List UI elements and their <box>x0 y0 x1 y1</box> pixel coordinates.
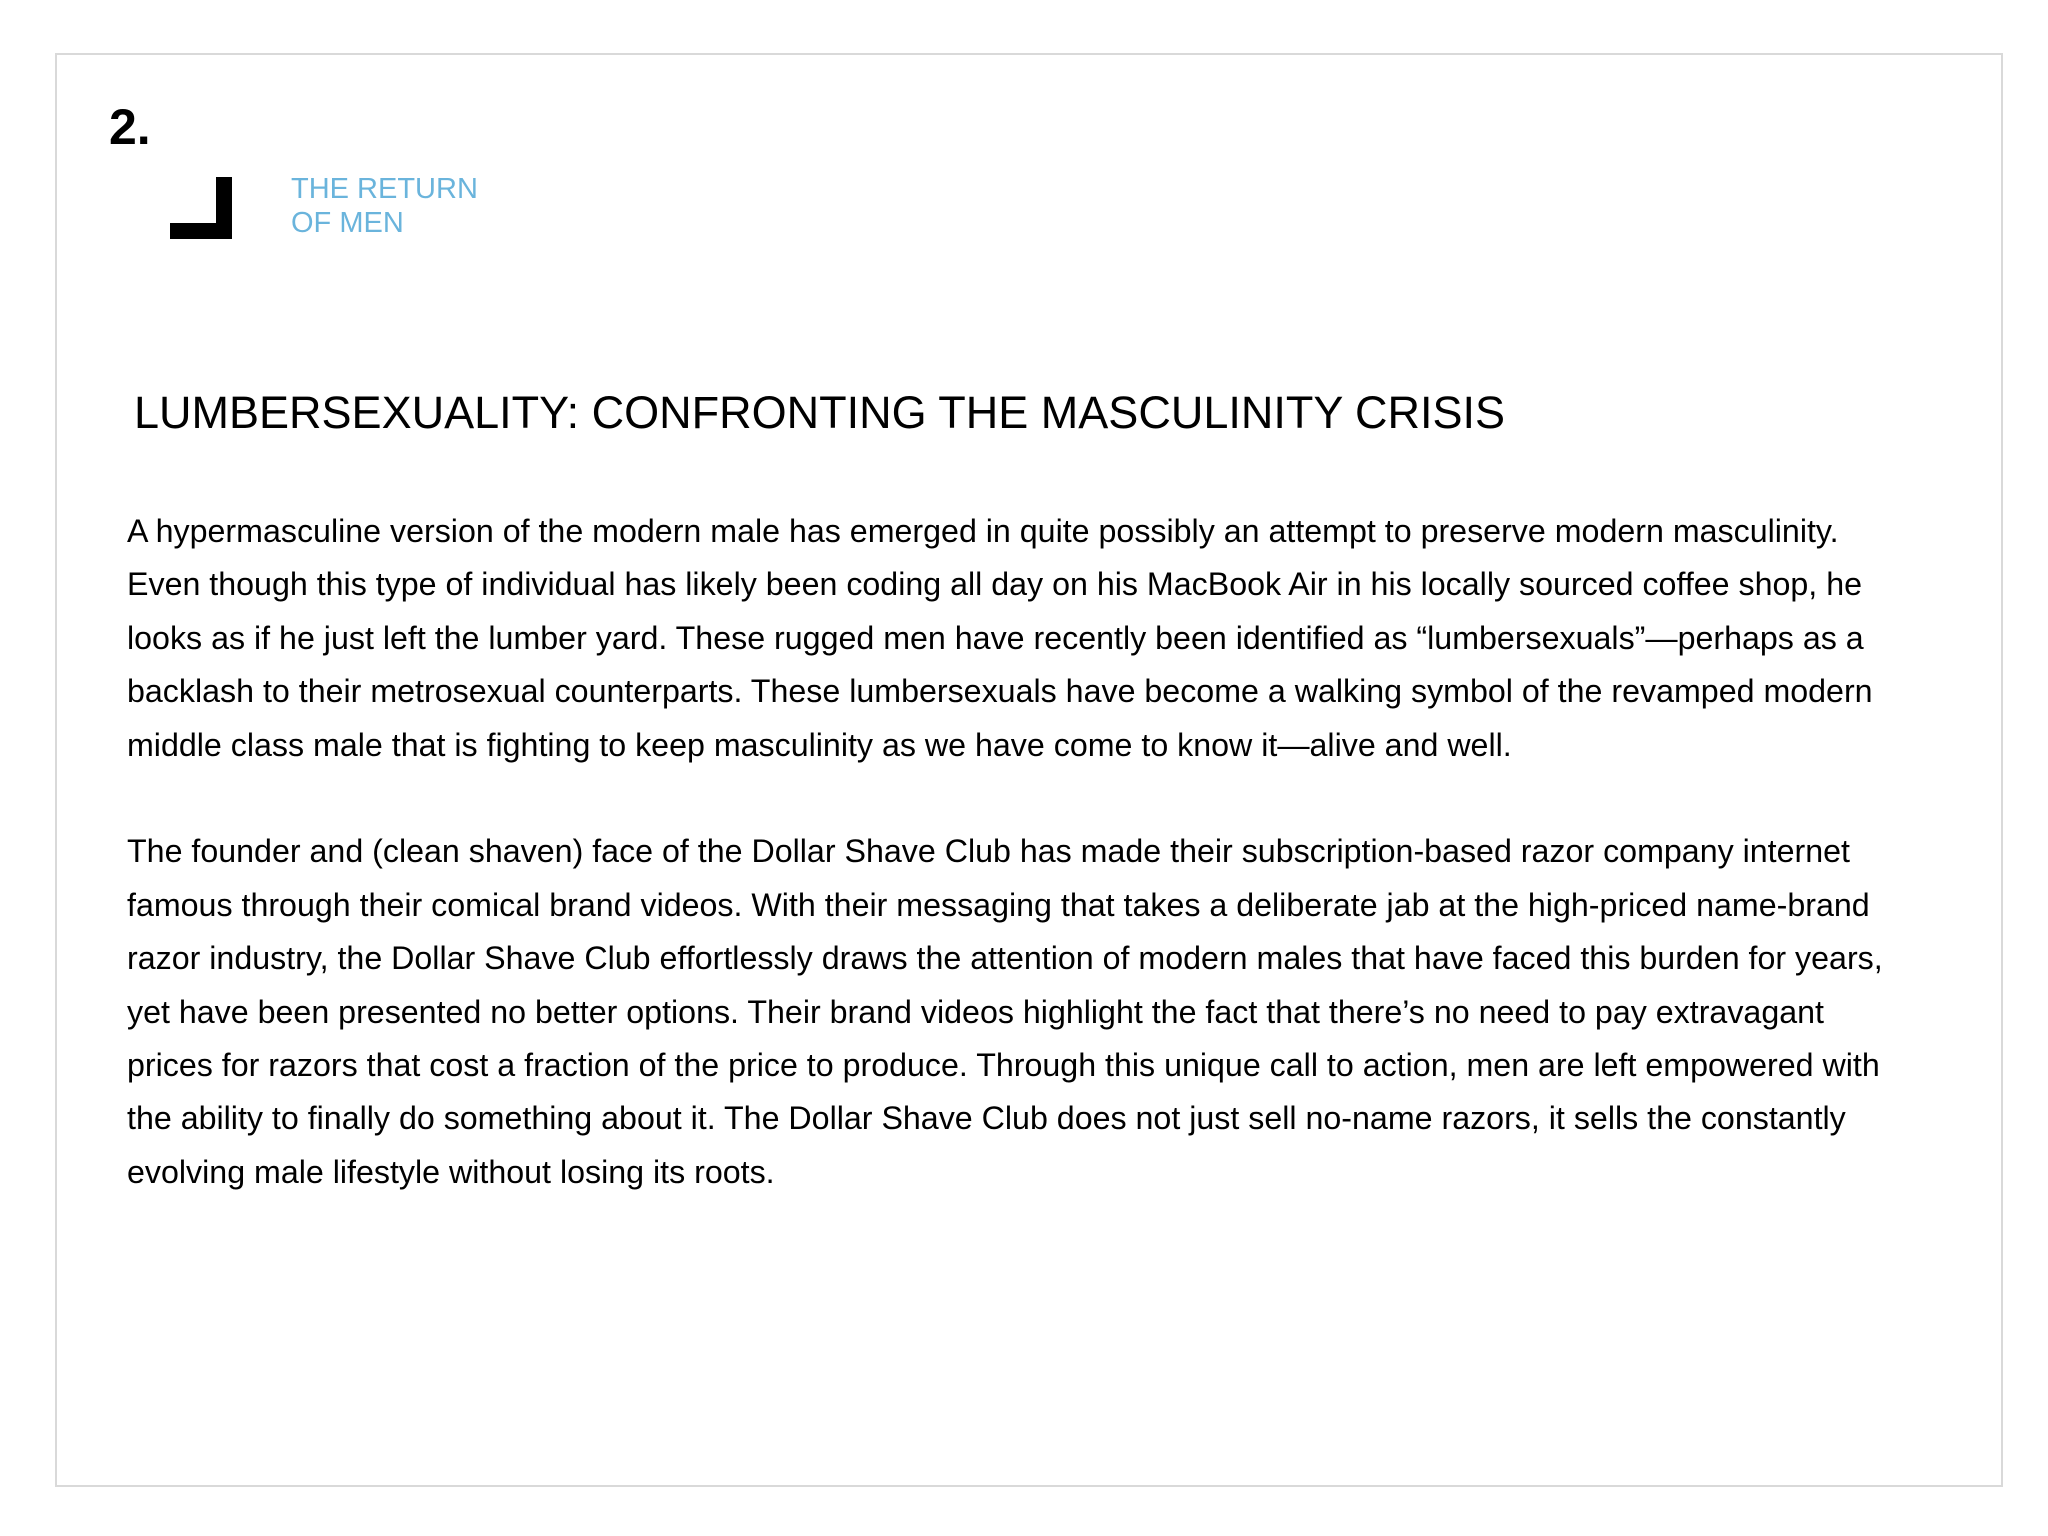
paragraph-2: The founder and (clean shaven) face of the Dollar Shave Club has made their subscription-based razor company internet famous through their comical brand videos. With their messaging that takes a deliberate jab at the high-priced name-brand razor industry, the Dollar Shave Club effortlessly draws the attention of modern males that have faced this burden for years, yet have been presented no better options. Their brand videos highlight the fact that there’s no need to pay extravagant prices for razors that cost a fraction of the price to produce. Through this unique call to action, men are left empowered with the ability to finally do something about it. The Dollar Shave Club does not just sell no-name razors, it sells the constantly evolving male lifestyle without losing its roots. <box>127 833 1883 1190</box>
section-number: 2. <box>109 99 151 155</box>
section-label <box>291 172 478 240</box>
section-label-line-2: OF MEN <box>291 207 404 239</box>
section-label-line-1: THE RETURN <box>291 173 478 205</box>
paragraph-1: A hypermasculine version of the modern male has emerged in quite possibly an attempt to preserve modern masculinity. Even though this type of individual has likely been coding all day on his MacBook Air in his locally sourced coffee shop, he looks as if he just left the lumber yard. These rugged men have recently been identified as “lumbersexuals”—perhaps as a backlash to their metrosexual counterparts. These lumbersexuals have become a walking symbol of the revamped modern middle class male that is fighting to keep masculinity as we have come to know it—alive and well. <box>127 513 1873 763</box>
corner-bracket-icon <box>170 177 232 239</box>
article-title: LUMBERSEXUALITY: CONFRONTING THE MASCULINITY CRISIS <box>134 387 1506 438</box>
article-body <box>127 505 1887 1253</box>
